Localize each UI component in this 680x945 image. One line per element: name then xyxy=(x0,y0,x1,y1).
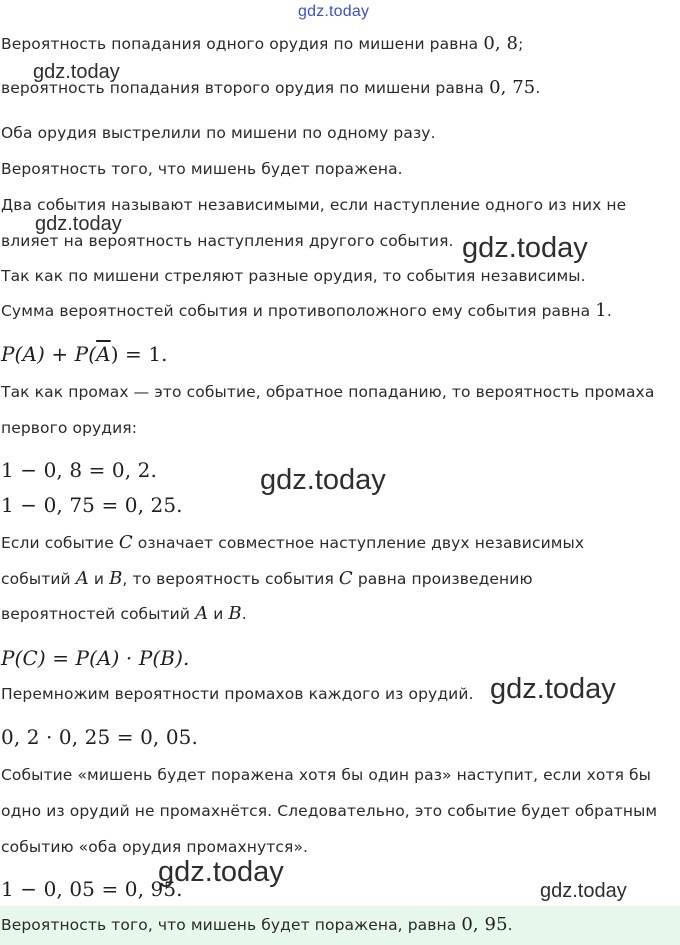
watermark: gdz.today xyxy=(462,232,588,264)
text-line: Так как промах — это событие, обратное попаданию, то вероятность промаха xyxy=(1,383,655,401)
text-line: Сумма вероятностей события и противоположного ему события равна 1. xyxy=(1,300,612,321)
formula: 0, 2 · 0, 25 = 0, 05. xyxy=(1,725,198,749)
watermark: gdz.today xyxy=(158,856,284,888)
formula: P(C) = P(A) · P(B). xyxy=(1,646,190,670)
math-value: 0, 95 xyxy=(461,914,508,935)
math-value: 0, 8 xyxy=(483,33,519,54)
watermark: gdz.today xyxy=(33,61,120,83)
text-line: Два события называют независимыми, если наступление одного из них не xyxy=(1,196,627,214)
answer-line: Вероятность того, что мишень будет поражена, равна 0, 95. xyxy=(1,914,513,935)
math-var: A xyxy=(195,603,209,624)
math-value: 1 xyxy=(595,300,607,321)
math-var: C xyxy=(118,532,133,553)
text-line: событию «оба орудия промахнутся». xyxy=(1,838,309,856)
math-var: C xyxy=(338,568,353,589)
text-line: Так как по мишени стреляют разные орудия, то события независимы. xyxy=(1,267,586,285)
formula: $P(A) + P(\overline{A}) = 1$. xyxy=(1,342,168,366)
text-line: первого орудия: xyxy=(1,419,138,437)
text-line: Вероятность попадания одного орудия по мишени равна 0, 8; xyxy=(1,33,524,54)
watermark: gdz.today xyxy=(35,213,122,235)
formula: 1 − 0, 05 = 0, 95. xyxy=(1,877,183,901)
watermark-top: gdz.today xyxy=(298,3,370,20)
text-line: одно из орудий не промахнётся. Следовательно, это событие будет обратным xyxy=(1,802,658,820)
text-line: Если событие C означает совместное наступление двух независимых xyxy=(1,532,585,553)
watermark: gdz.today xyxy=(260,464,386,496)
text-line: событий A и B, то вероятность события C равна произведению xyxy=(1,568,533,589)
watermark: gdz.today xyxy=(490,673,616,705)
math-var: A xyxy=(75,568,89,589)
text-line: Перемножим вероятности промахов каждого из орудий. xyxy=(1,685,474,703)
complement-event: $\overline{A}$ xyxy=(96,342,111,366)
text-line: Событие «мишень будет поражена хотя бы один раз» наступит, если хотя бы xyxy=(1,766,652,784)
math-var: B xyxy=(109,568,123,589)
formula: 1 − 0, 8 = 0, 2. xyxy=(1,458,157,482)
text-line: вероятностей событий A и B. xyxy=(1,603,247,624)
text-line: Вероятность того, что мишень будет поражена. xyxy=(1,160,403,178)
text-line: Оба орудия выстрелили по мишени по одному разу. xyxy=(1,124,436,142)
text-line: влияет на вероятность наступления другого события. xyxy=(1,232,454,250)
math-value: 0, 75 xyxy=(489,77,536,98)
watermark: gdz.today xyxy=(540,880,627,902)
text-line: вероятность попадания второго орудия по мишени равна 0, 75. xyxy=(1,77,541,98)
math-var: B xyxy=(228,603,242,624)
formula: 1 − 0, 75 = 0, 25. xyxy=(1,493,183,517)
